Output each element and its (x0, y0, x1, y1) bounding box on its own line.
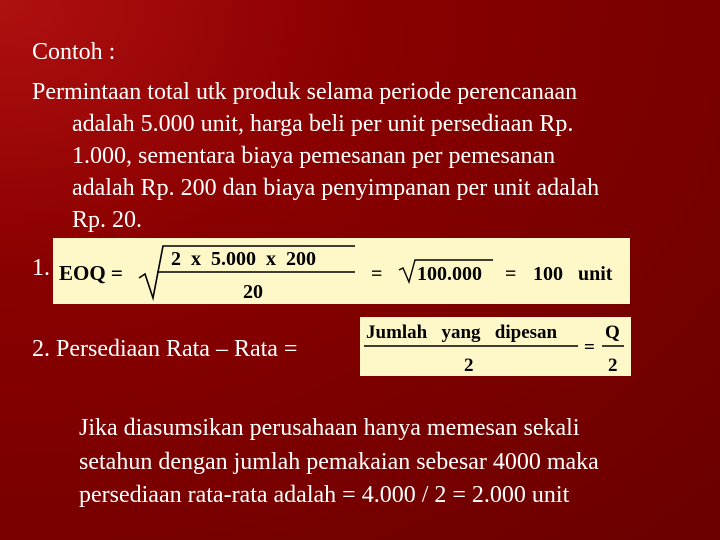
eoq-denominator: 20 (243, 281, 263, 303)
item-2-label: 2. Persediaan Rata – Rata = (32, 336, 298, 362)
avg-denominator: 2 (464, 355, 474, 376)
conclusion-line: persediaan rata-rata adalah = 4.000 / 2 = 2.000 unit (79, 482, 570, 508)
sqrt-value: 100.000 (417, 263, 482, 285)
item-1-number: 1. (32, 255, 50, 281)
eoq-result: 100 unit (533, 263, 613, 285)
problem-line: Permintaan total utk produk selama periode perencanaan (32, 79, 578, 105)
avg-rhs-numerator: Q (605, 322, 620, 343)
conclusion (79, 412, 709, 513)
eoq-formula-box (53, 238, 630, 304)
problem-line: adalah Rp. 200 dan biaya penyimpanan per unit adalah (72, 175, 600, 201)
conclusion-line: setahun dengan jumlah pemakaian sebesar 4000 maka (79, 448, 599, 475)
problem-line: Rp. 20. (72, 207, 143, 233)
problem-line: adalah 5.000 unit, harga beli per unit persediaan Rp. (72, 111, 574, 137)
average-inventory-formula-box (360, 317, 631, 376)
equals-sign: = (505, 263, 517, 285)
eoq-numerator: 2 x 5.000 x 200 (171, 248, 316, 270)
problem-statement (32, 76, 702, 236)
example-heading: Contoh : (32, 39, 116, 65)
eoq-formula (53, 238, 630, 304)
conclusion-line: Jika diasumsikan perusahaan hanya memesan sekali (79, 415, 580, 441)
average-inventory-formula (360, 317, 631, 376)
avg-rhs-denominator: 2 (608, 355, 618, 376)
eoq-lhs: EOQ = (59, 261, 123, 285)
avg-numerator: Jumlah yang dipesan (366, 322, 558, 343)
equals-sign: = (371, 263, 383, 285)
problem-line: 1.000, sementara biaya pemesanan per pemesanan (72, 143, 556, 169)
equals-sign: = (584, 337, 595, 358)
